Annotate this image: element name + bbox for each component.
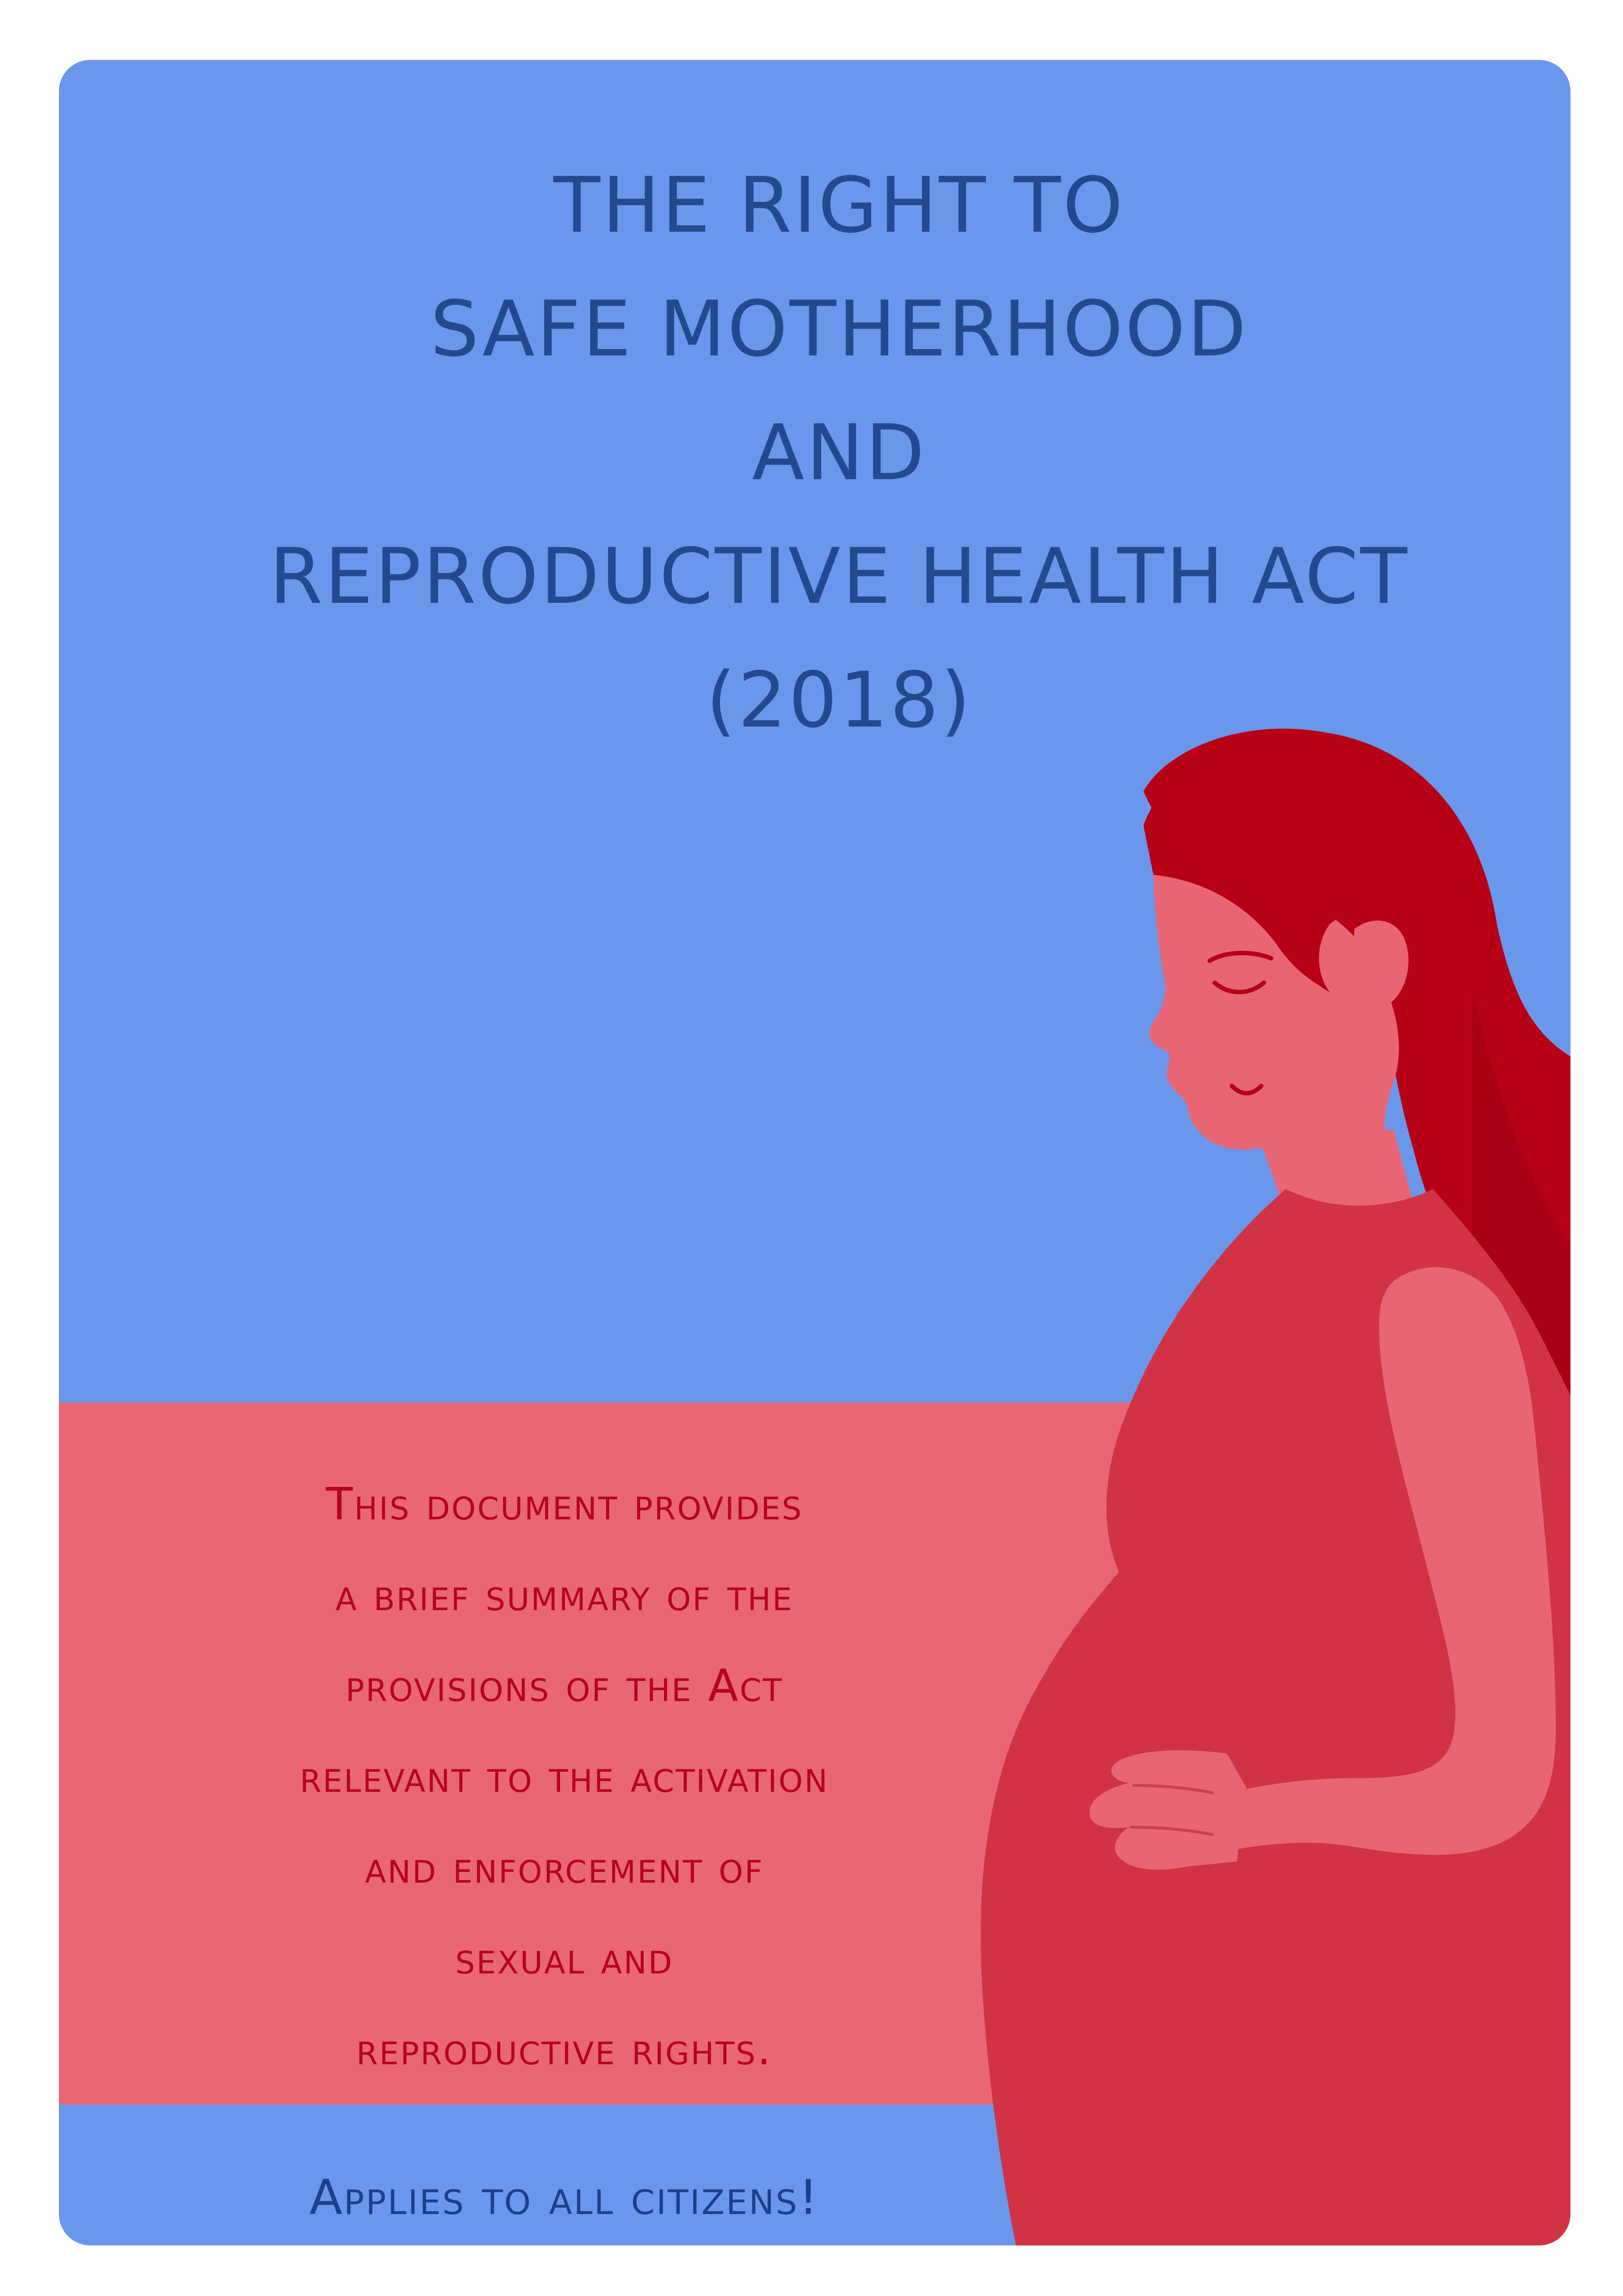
- summary-line: reproductive rights.: [356, 2024, 772, 2075]
- page-title: [59, 143, 1570, 762]
- title-line: AND: [752, 408, 927, 497]
- summary-line: and enforcement of: [365, 1842, 764, 1893]
- summary-line: a brief summary of the: [335, 1569, 794, 1621]
- summary-line: This document provides: [325, 1479, 803, 1530]
- title-line: REPRODUCTIVE HEALTH ACT: [269, 532, 1409, 621]
- summary-line: relevant to the activation: [300, 1751, 829, 1803]
- summary-text: [120, 1459, 1009, 2095]
- title-line: (2018): [706, 655, 973, 745]
- summary-line: provisions of the Act: [346, 1660, 783, 1712]
- summary-line: sexual and: [455, 1933, 674, 1984]
- poster-card: [59, 60, 1570, 2245]
- title-line: SAFE MOTHERHOOD: [430, 284, 1249, 374]
- footer-text: Applies to all citizens!: [309, 2170, 820, 2226]
- title-line: THE RIGHT TO: [553, 161, 1125, 250]
